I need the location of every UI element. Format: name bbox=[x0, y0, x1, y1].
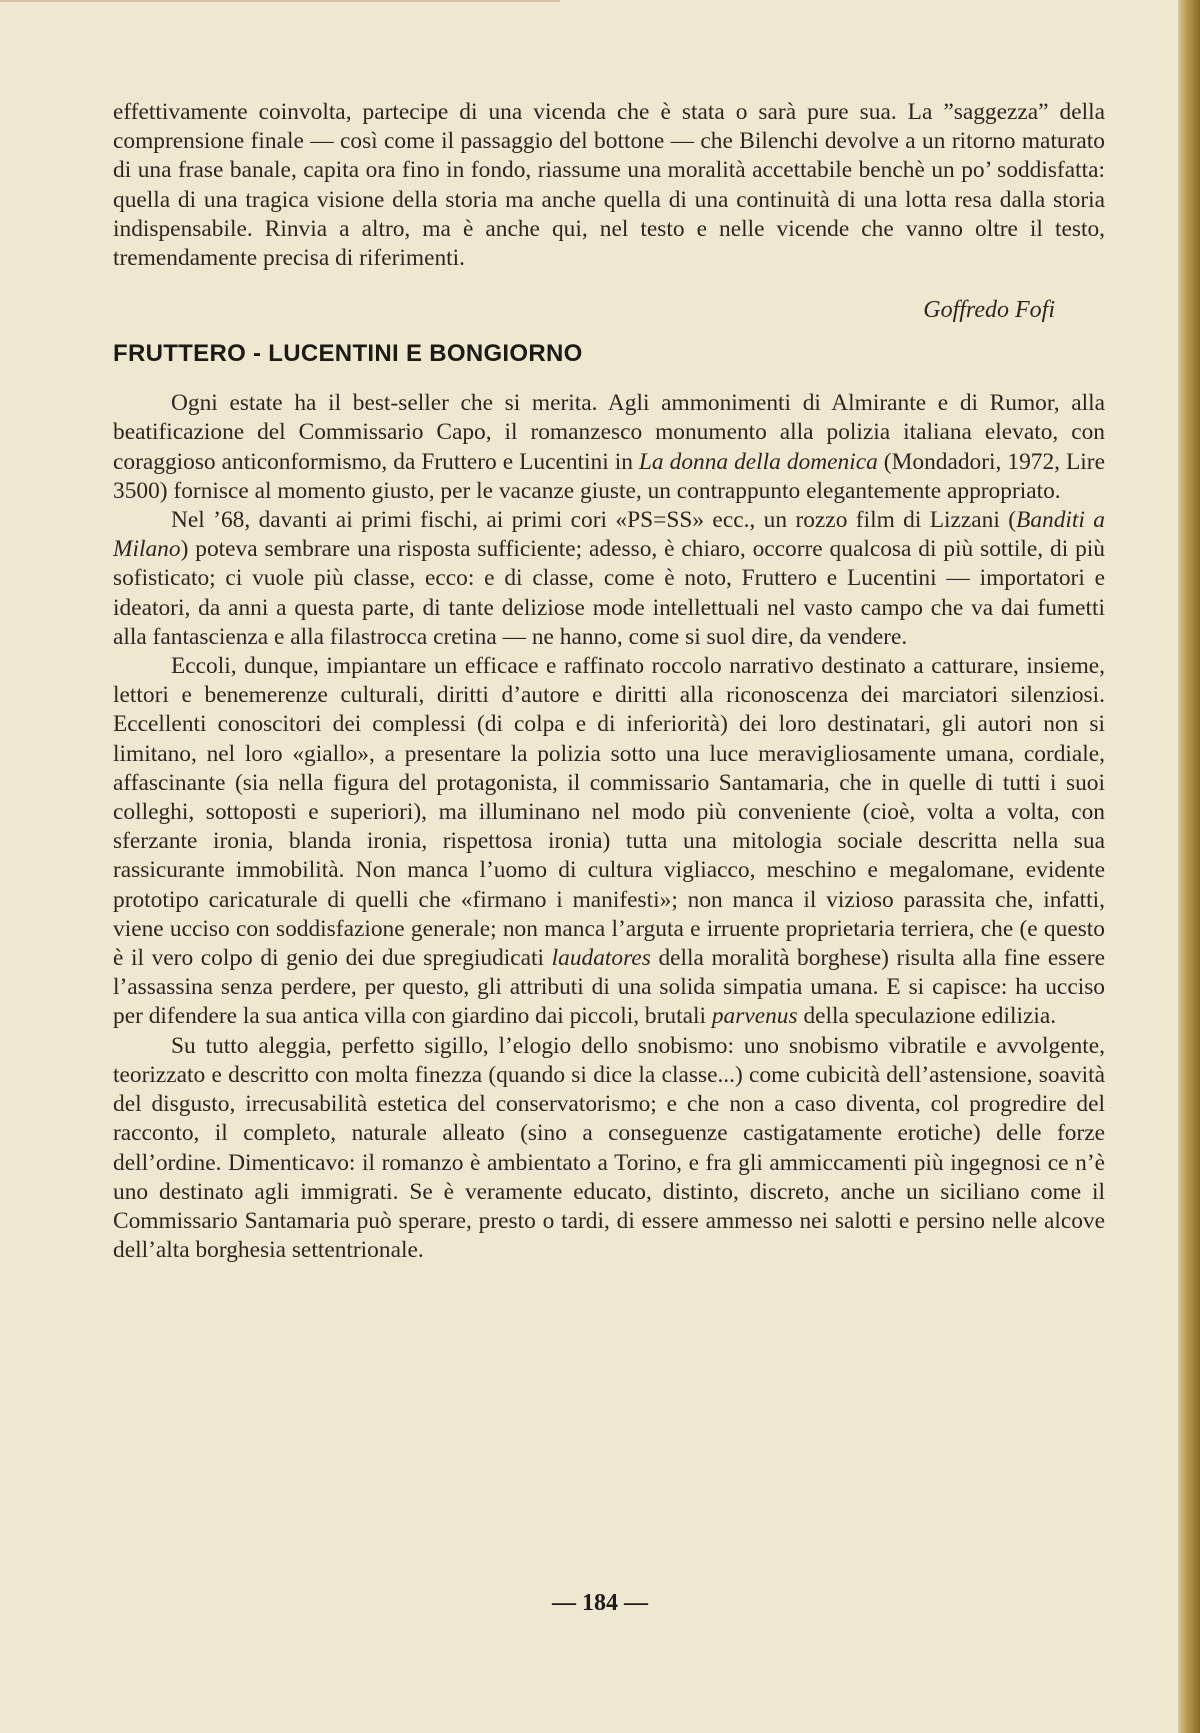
page-number: — 184 — bbox=[552, 1590, 648, 1616]
film-title: Banditi a Milano bbox=[113, 507, 1105, 563]
author-signature: Goffredo Fofi bbox=[923, 297, 1055, 324]
paragraph-3 bbox=[113, 652, 1105, 1032]
section-heading: FRUTTERO - LUCENTINI E BONGIORNO bbox=[113, 340, 583, 368]
french-term: parvenus bbox=[711, 1003, 798, 1030]
paragraph-3-text-c: della speculazione edilizia. bbox=[797, 1003, 1057, 1030]
paragraph-1-text-b: (Mondadori, 1972, Lire 3500) fornisce al momento giusto, per le vacanze giuste, un contrappunto elegantemente appropriato. bbox=[113, 448, 1105, 504]
top-edge-line bbox=[0, 0, 560, 2]
paragraph-4: Su tutto aleggia, perfetto sigillo, l’elogio dello snobismo: uno snobismo vibratile e avvolgente, teorizzato e descritto con molta finezza (quando si dice la classe...) come cubicità dell’astensione, soavità del disgusto, irrecusabilità estetica del conservatorismo; e che non a caso diventa, col progredire del racconto, il completo, naturale alleato (sino a conseguenze castigatamente erotiche) delle forze dell’ordine. Dimenticavo: il romanzo è ambientato a Torino, e fra gli ammiccamenti più ingegnosi ce n’è uno destinato agli immigrati. Se è veramente educato, distinto, discreto, anche un siciliano come il Commissario Santamaria può sperare, presto o tardi, di essere ammesso nei salotti e persino nelle alcove dell’alta borghesia settentrionale. bbox=[113, 1032, 1105, 1264]
intro-paragraph: effettivamente coinvolta, partecipe di una vicenda che è stata o sarà pure sua. La ”saggezza” della comprensione finale — così come il passaggio del bottone — che Bilenchi devolve a un ritorno maturato di una frase banale, capita ora fino in fondo, riassume una moralità accettabile benchè un po’ soddisfatta: quella di una tragica visione della storia ma anche quella di una continuità di una lotta resa dalla storia indispensabile. Rinvia a altro, ma è anche qui, nel testo e nelle vicende che vanno oltre il testo, tremendamente precisa di riferimenti. bbox=[113, 99, 1105, 272]
paragraph-3-text-b: della moralità borghese) risulta alla fine essere l’assassina senza perdere, per questo, gli attributi di una solida simpatia umana. E si capisce: ha ucciso per difendere la sua antica villa con giardino dai piccoli, brutali bbox=[113, 945, 1106, 1030]
paragraph-2-text-a: Nel ’68, davanti ai primi fischi, ai primi cori «PS=SS» ecc., un rozzo film di Lizzani ( bbox=[171, 507, 1017, 534]
page-binding-edge bbox=[1178, 0, 1200, 1733]
text-column bbox=[113, 98, 1105, 1265]
paragraph-2-text-b: ) poteva sembrare una risposta sufficiente; adesso, è chiaro, occorre qualcosa di più sottile, di più sofisticato; ci vuole più classe, ecco: e di classe, come è noto, Fruttero e Lucentini — importatori e ideatori, da anni a questa parte, di tante deliziose mode intellettuali nel vasto campo che va dai fumetti alla fantascienza e alla filastrocca cretina — ne hanno, come si suol dire, da vendere. bbox=[113, 536, 1105, 650]
book-title: La donna della domenica bbox=[638, 448, 878, 475]
paragraph-3-text-a: Eccoli, dunque, impiantare un efficace e raffinato roccolo narrativo destinato a catturare, insieme, lettori e benemerenze culturali, diritti d’autore e diritti alla riconoscenza dei marciatori silenziosi. Eccellenti conoscitori dei complessi (di colpa e di inferiorità) dei loro destinatari, gli autori non si limitano, nel loro «giallo», a presentare la polizia sotto una luce meravigliosamente umana, cordiale, affascinante (sia nella figura del protagonista, il commissario Santamaria, che in quelle di tutti i suoi colleghi, sottoposti e superiori), ma illuminano nel modo più conveniente (cioè, volta a volta, con sferzante ironia, blanda ironia, rispettosa ironia) tutta una mitologia sociale descritta nella sua rassicurante immobilità. Non manca l’uomo di cultura vigliacco, meschino e megalomane, evidente prototipo caricaturale di quelli che «firmano i manifesti»; non manca il vizioso parassita che, infatti, viene ucciso con soddisfazione generale; non manca l’arguta e irruente proprietaria terriera, che (e questo è il vero colpo di genio dei due spregiudicati bbox=[113, 653, 1105, 972]
latin-term: laudatores bbox=[551, 945, 651, 972]
paragraph-2 bbox=[113, 506, 1105, 652]
paragraph-1 bbox=[113, 389, 1105, 506]
paragraph-1-text-a: Ogni estate ha il best-seller che si merita. Agli ammonimenti di Almirante e di Rumor, alla beatificazione del Commissario Capo, il romanzesco monumento alla polizia italiana elevato, con coraggioso anticonformismo, da Fruttero e Lucentini in bbox=[113, 390, 1105, 475]
